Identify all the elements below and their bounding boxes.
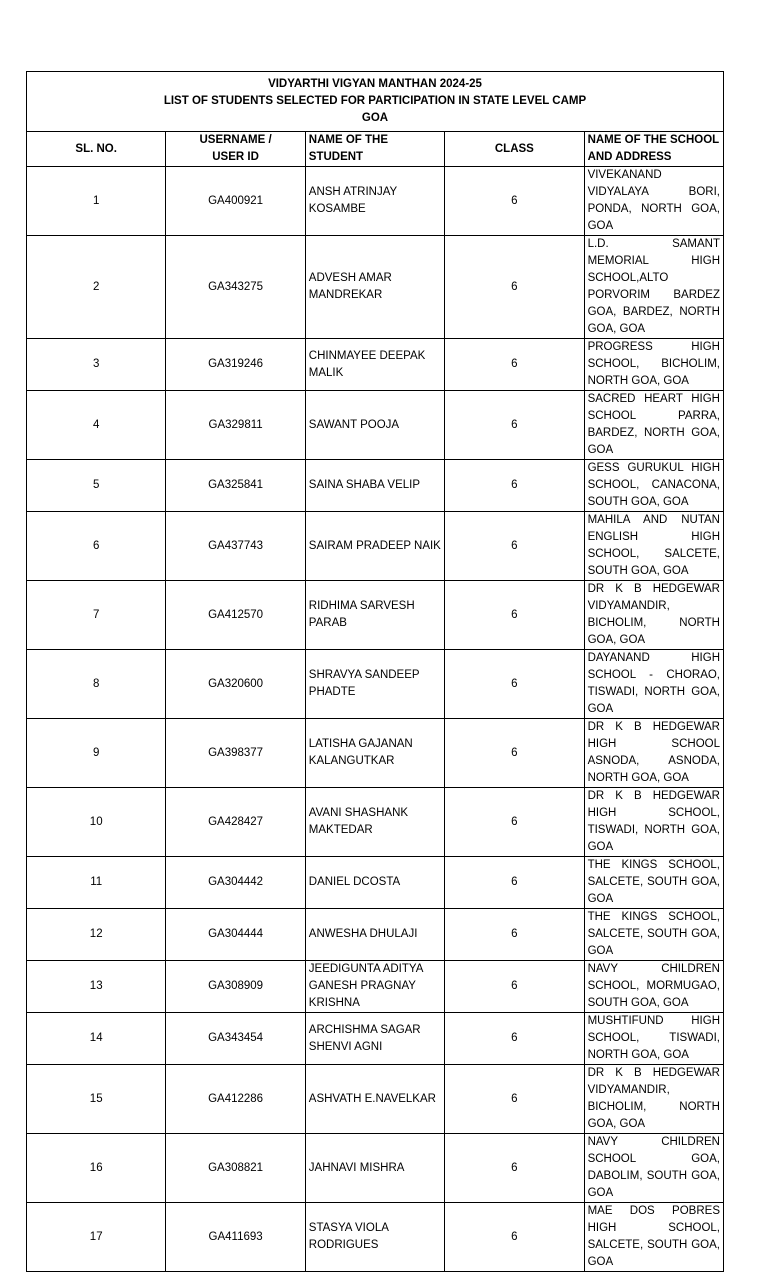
cell-student-name: SAWANT POOJA bbox=[305, 391, 444, 460]
cell-sl-no: 14 bbox=[27, 1013, 166, 1065]
table-row bbox=[27, 857, 724, 909]
cell-student-name: LATISHA GAJANAN KALANGUTKAR bbox=[305, 719, 444, 788]
title-line-1: VIDYARTHI VIGYAN MANTHAN 2024-25 bbox=[268, 78, 482, 90]
header-student-name: NAME OF THE STUDENT bbox=[305, 132, 444, 167]
cell-class: 6 bbox=[445, 460, 584, 512]
cell-user-id: GA343454 bbox=[166, 1013, 305, 1065]
cell-sl-no: 4 bbox=[27, 391, 166, 460]
cell-sl-no: 10 bbox=[27, 788, 166, 857]
cell-user-id: GA320600 bbox=[166, 650, 305, 719]
cell-class: 6 bbox=[445, 391, 584, 460]
students-table bbox=[26, 71, 724, 1272]
table-row bbox=[27, 909, 724, 961]
cell-class: 6 bbox=[445, 857, 584, 909]
table-row bbox=[27, 1013, 724, 1065]
cell-class: 6 bbox=[445, 1013, 584, 1065]
cell-student-name: ASHVATH E.NAVELKAR bbox=[305, 1065, 444, 1134]
cell-user-id: GA411693 bbox=[166, 1203, 305, 1272]
cell-class: 6 bbox=[445, 788, 584, 857]
cell-sl-no: 7 bbox=[27, 581, 166, 650]
cell-user-id: GA325841 bbox=[166, 460, 305, 512]
cell-class: 6 bbox=[445, 1065, 584, 1134]
cell-user-id: GA329811 bbox=[166, 391, 305, 460]
table-body bbox=[27, 167, 724, 1272]
cell-school-address: THE KINGS SCHOOL, SALCETE, SOUTH GOA, GOA bbox=[584, 857, 723, 909]
table-row bbox=[27, 339, 724, 391]
cell-sl-no: 16 bbox=[27, 1134, 166, 1203]
cell-class: 6 bbox=[445, 512, 584, 581]
cell-user-id: GA428427 bbox=[166, 788, 305, 857]
cell-user-id: GA412570 bbox=[166, 581, 305, 650]
cell-sl-no: 3 bbox=[27, 339, 166, 391]
cell-school-address: VIVEKANAND VIDYALAYA BORI, PONDA, NORTH GOA, GOA bbox=[584, 167, 723, 236]
cell-school-address: DR K B HEDGEWAR HIGH SCHOOL, TISWADI, NORTH GOA, GOA bbox=[584, 788, 723, 857]
cell-school-address: DR K B HEDGEWAR HIGH SCHOOL ASNODA, ASNODA, NORTH GOA, GOA bbox=[584, 719, 723, 788]
cell-class: 6 bbox=[445, 961, 584, 1013]
header-sl-no: SL. NO. bbox=[27, 132, 166, 167]
cell-sl-no: 15 bbox=[27, 1065, 166, 1134]
cell-sl-no: 11 bbox=[27, 857, 166, 909]
cell-school-address: MAE DOS POBRES HIGH SCHOOL, SALCETE, SOUTH GOA, GOA bbox=[584, 1203, 723, 1272]
cell-school-address: PROGRESS HIGH SCHOOL, BICHOLIM, NORTH GOA, GOA bbox=[584, 339, 723, 391]
cell-student-name: SAIRAM PRADEEP NAIK bbox=[305, 512, 444, 581]
cell-school-address: MUSHTIFUND HIGH SCHOOL, TISWADI, NORTH GOA, GOA bbox=[584, 1013, 723, 1065]
cell-class: 6 bbox=[445, 719, 584, 788]
table-row bbox=[27, 167, 724, 236]
table-row bbox=[27, 460, 724, 512]
cell-school-address: DR K B HEDGEWAR VIDYAMANDIR, BICHOLIM, NORTH GOA, GOA bbox=[584, 1065, 723, 1134]
cell-user-id: GA304444 bbox=[166, 909, 305, 961]
cell-user-id: GA308909 bbox=[166, 961, 305, 1013]
cell-school-address: L.D. SAMANT MEMORIAL HIGH SCHOOL,ALTO PORVORIM BARDEZ GOA, BARDEZ, NORTH GOA, GOA bbox=[584, 236, 723, 339]
cell-class: 6 bbox=[445, 236, 584, 339]
cell-class: 6 bbox=[445, 1203, 584, 1272]
cell-school-address: GESS GURUKUL HIGH SCHOOL, CANACONA, SOUTH GOA, GOA bbox=[584, 460, 723, 512]
cell-student-name: ANWESHA DHULAJI bbox=[305, 909, 444, 961]
cell-school-address: SACRED HEART HIGH SCHOOL PARRA, BARDEZ, NORTH GOA, GOA bbox=[584, 391, 723, 460]
cell-student-name: SAINA SHABA VELIP bbox=[305, 460, 444, 512]
table-row bbox=[27, 1065, 724, 1134]
cell-sl-no: 1 bbox=[27, 167, 166, 236]
header-class: CLASS bbox=[445, 132, 584, 167]
cell-sl-no: 12 bbox=[27, 909, 166, 961]
cell-student-name: JAHNAVI MISHRA bbox=[305, 1134, 444, 1203]
header-user-line-1: USERNAME / bbox=[199, 134, 272, 146]
cell-user-id: GA400921 bbox=[166, 167, 305, 236]
cell-school-address: THE KINGS SCHOOL, SALCETE, SOUTH GOA, GOA bbox=[584, 909, 723, 961]
cell-sl-no: 9 bbox=[27, 719, 166, 788]
cell-school-address: MAHILA AND NUTAN ENGLISH HIGH SCHOOL, SALCETE, SOUTH GOA, GOA bbox=[584, 512, 723, 581]
table-row bbox=[27, 512, 724, 581]
header-user-line-2: USER ID bbox=[212, 151, 259, 163]
cell-school-address: DAYANAND HIGH SCHOOL - CHORAO, TISWADI, NORTH GOA, GOA bbox=[584, 650, 723, 719]
cell-student-name: DANIEL DCOSTA bbox=[305, 857, 444, 909]
title-row bbox=[27, 72, 724, 132]
header-row bbox=[27, 132, 724, 167]
cell-student-name: ADVESH AMAR MANDREKAR bbox=[305, 236, 444, 339]
cell-class: 6 bbox=[445, 581, 584, 650]
cell-student-name: AVANI SHASHANK MAKTEDAR bbox=[305, 788, 444, 857]
table-row bbox=[27, 961, 724, 1013]
cell-student-name: STASYA VIOLA RODRIGUES bbox=[305, 1203, 444, 1272]
table-row bbox=[27, 719, 724, 788]
cell-student-name: SHRAVYA SANDEEP PHADTE bbox=[305, 650, 444, 719]
cell-class: 6 bbox=[445, 1134, 584, 1203]
cell-user-id: GA304442 bbox=[166, 857, 305, 909]
cell-user-id: GA308821 bbox=[166, 1134, 305, 1203]
title-block bbox=[27, 72, 724, 132]
table-row bbox=[27, 650, 724, 719]
cell-user-id: GA319246 bbox=[166, 339, 305, 391]
cell-school-address: NAVY CHILDREN SCHOOL, MORMUGAO, SOUTH GOA, GOA bbox=[584, 961, 723, 1013]
cell-sl-no: 13 bbox=[27, 961, 166, 1013]
table-row bbox=[27, 788, 724, 857]
cell-user-id: GA343275 bbox=[166, 236, 305, 339]
cell-student-name: JEEDIGUNTA ADITYA GANESH PRAGNAY KRISHNA bbox=[305, 961, 444, 1013]
cell-student-name: ANSH ATRINJAY KOSAMBE bbox=[305, 167, 444, 236]
table-row bbox=[27, 581, 724, 650]
header-school: NAME OF THE SCHOOL AND ADDRESS bbox=[584, 132, 723, 167]
cell-student-name: CHINMAYEE DEEPAK MALIK bbox=[305, 339, 444, 391]
cell-class: 6 bbox=[445, 167, 584, 236]
table-row bbox=[27, 391, 724, 460]
cell-user-id: GA437743 bbox=[166, 512, 305, 581]
header-user-id bbox=[166, 132, 305, 167]
cell-sl-no: 8 bbox=[27, 650, 166, 719]
title-line-2: LIST OF STUDENTS SELECTED FOR PARTICIPATION IN STATE LEVEL CAMP bbox=[163, 95, 587, 107]
cell-student-name: RIDHIMA SARVESH PARAB bbox=[305, 581, 444, 650]
cell-sl-no: 2 bbox=[27, 236, 166, 339]
cell-class: 6 bbox=[445, 909, 584, 961]
cell-sl-no: 5 bbox=[27, 460, 166, 512]
cell-user-id: GA398377 bbox=[166, 719, 305, 788]
cell-school-address: NAVY CHILDREN SCHOOL GOA, DABOLIM, SOUTH GOA, GOA bbox=[584, 1134, 723, 1203]
cell-user-id: GA412286 bbox=[166, 1065, 305, 1134]
cell-class: 6 bbox=[445, 650, 584, 719]
cell-sl-no: 6 bbox=[27, 512, 166, 581]
cell-student-name: ARCHISHMA SAGAR SHENVI AGNI bbox=[305, 1013, 444, 1065]
cell-class: 6 bbox=[445, 339, 584, 391]
cell-school-address: DR K B HEDGEWAR VIDYAMANDIR, BICHOLIM, NORTH GOA, GOA bbox=[584, 581, 723, 650]
table-row bbox=[27, 1134, 724, 1203]
title-line-3: GOA bbox=[361, 112, 389, 124]
table-row bbox=[27, 1203, 724, 1272]
cell-sl-no: 17 bbox=[27, 1203, 166, 1272]
table-row bbox=[27, 236, 724, 339]
